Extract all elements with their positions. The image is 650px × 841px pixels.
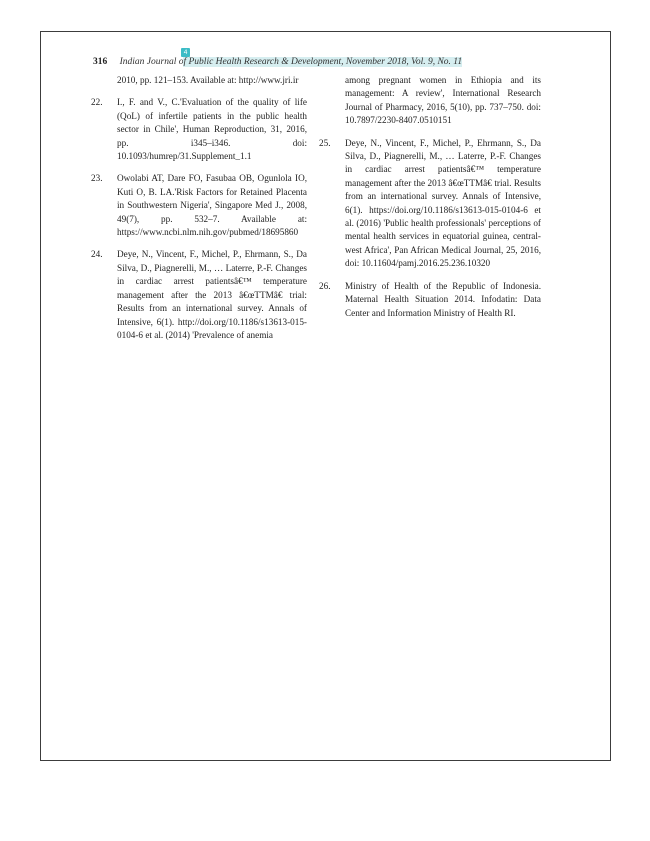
journal-title-prefix: Indian Journal o <box>119 57 184 67</box>
reference-text: Owolabi AT, Dare FO, Fasubaa OB, Ogunlola IO, Kuti O, B. LA.'Risk Factors for Retained Placenta in Southwestern Nigeria', Singapore Med J., 2008, 49(7), pp. 532–7. Available at: https://www.ncbi.nlm.nih.gov/pubmed/18695860 <box>117 173 307 238</box>
page-number: 316 <box>93 57 108 67</box>
reference-item <box>319 280 541 320</box>
reference-number: 25. <box>319 137 331 148</box>
reference-item <box>319 137 541 271</box>
reference-number: 23. <box>91 173 103 184</box>
reference-continuation: among pregnant women in Ethiopia and its management: A review', International Research Journal of Pharmacy, 2016, 5(10), pp. 737–750. doi: 10.7897/2230-8407.0510151 <box>345 75 541 126</box>
reference-item <box>91 96 307 163</box>
comment-marker-icon[interactable]: 4 <box>181 48 190 57</box>
reference-text: I., F. and V., C.'Evaluation of the quality of life (QoL) of infertile patients in the public health sector in Chile', Human Reproduction, 31, 2016, pp. i345–i346. doi: 10.1093/humrep/31.Supplement_1.1 <box>117 97 307 162</box>
reference-text: Deye, N., Vincent, F., Michel, P., Ehrmann, S., Da Silva, D., Piagnerelli, M., … Laterre, P.-F. Changes in cardiac arrest patientsâ€™ temperature management after the 2013 â€œTTMâ€ trial. Results from an international survey. Annals of Intensive, 6(1). https://doi.org/10.1186/s13613-015-0104-6 et al. (2016) 'Public health professionals' perceptions of mental health services in equatorial guinea, central-west Africa', Pan African Medical Journal, 25, 2016, doi: 10.11604/pamj.2016.25.236.10320 <box>345 137 541 269</box>
reference-number: 22. <box>91 97 103 108</box>
journal-title-highlighted[interactable]: f Public Health Research & Development, November 2018, Vol. 9, No. 11 <box>183 57 463 67</box>
reference-text: Ministry of Health of the Republic of Indonesia. Maternal Health Situation 2014. Infodatin: Data Center and Information Ministry of Health RI. <box>345 280 541 318</box>
reference-text: Deye, N., Vincent, F., Michel, P., Ehrmann, S., Da Silva, D., Piagnerelli, M., … Laterre, P.-F. Changes in cardiac arrest patientsâ€™ temperature management after the 2013 â€œTTMâ€ trial: Results from an international survey. Annals of Intensive, 6(1). http://doi.org/10.1186/s13613-015-0104-6 et al. (2014) 'Prevalence of anemia <box>117 249 307 340</box>
reference-item <box>91 248 307 342</box>
running-header <box>93 57 553 71</box>
reference-continuation: 2010, pp. 121–153. Available at: http://www.jri.ir <box>117 75 299 85</box>
reference-number: 26. <box>319 280 331 291</box>
reference-item <box>91 172 307 239</box>
right-column <box>319 74 541 329</box>
left-column <box>91 74 307 351</box>
journal-title <box>120 57 462 67</box>
reference-number: 24. <box>91 249 103 260</box>
